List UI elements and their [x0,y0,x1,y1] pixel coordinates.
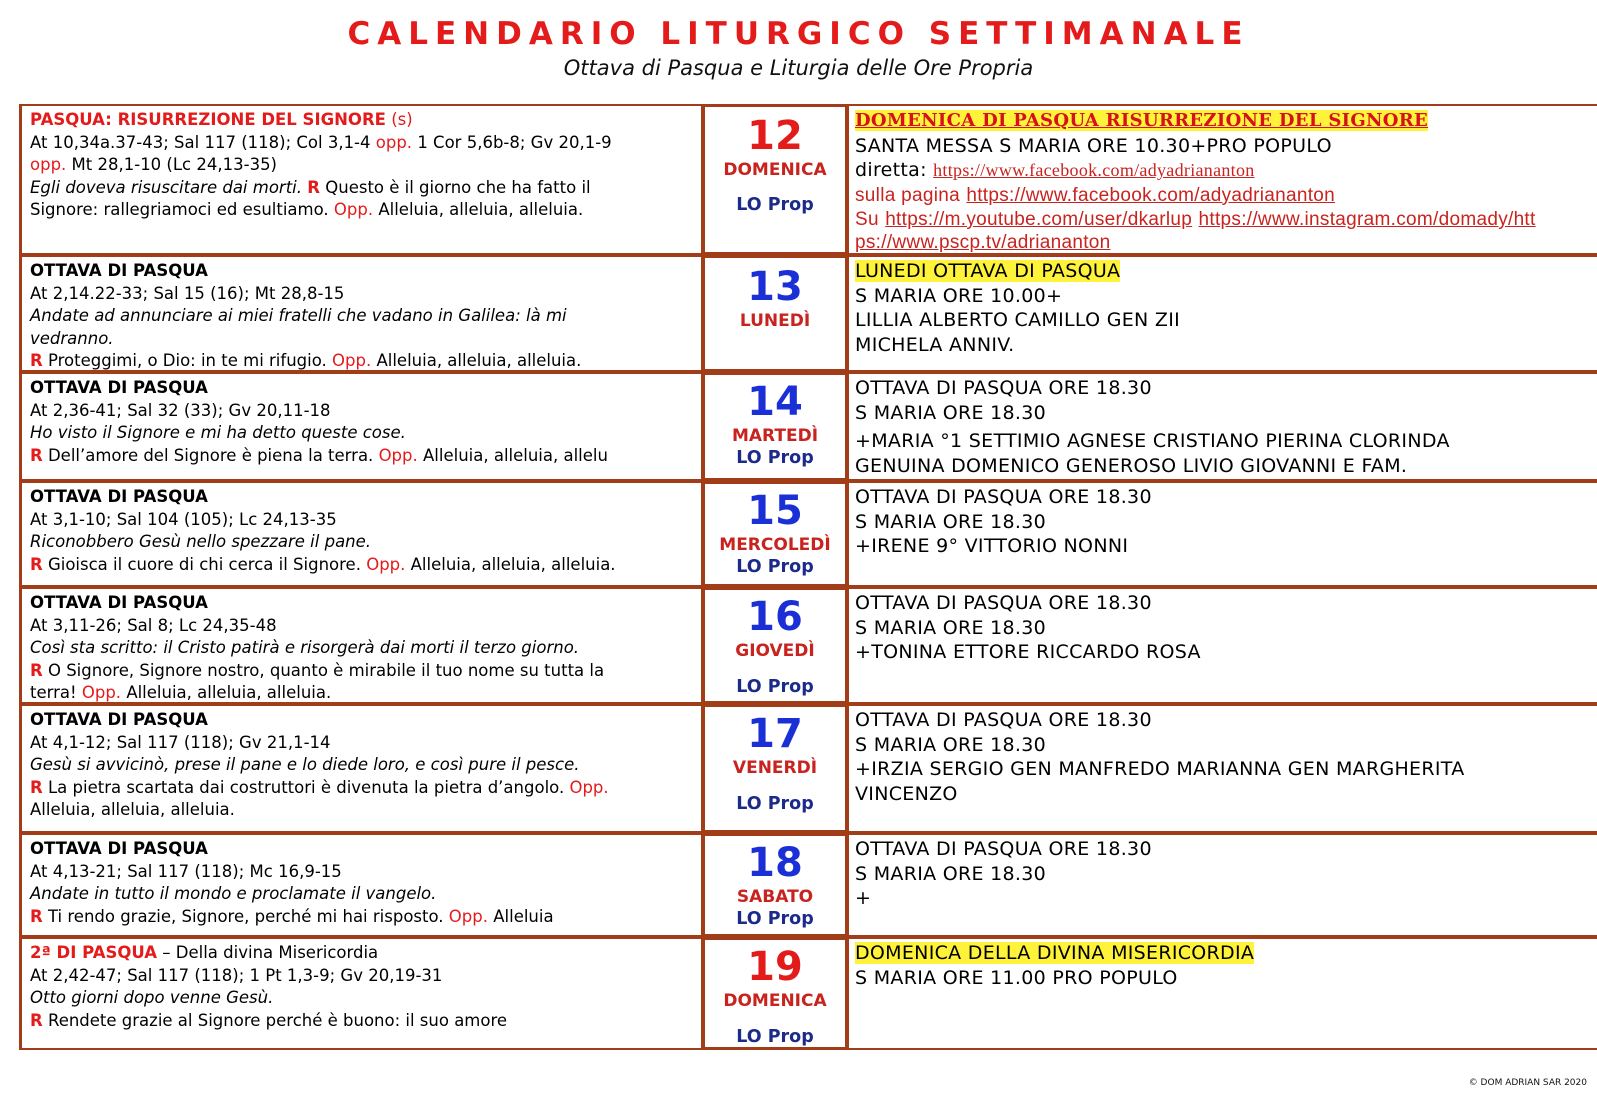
notes-line: OTTAVA DI PASQUA ORE 18.30 [855,709,1152,731]
day-number: 14 [747,379,803,425]
notes-line: GENUINA DOMENICO GENEROSO LIVIO GIOVANNI E FAM. [855,454,1408,477]
day-number: 17 [747,711,803,757]
readings-text: Mt 28,1-10 (Lc 24,13-35) [71,155,277,174]
response-text: Proteggimi, o Dio: in te mi rifugio. [47,351,327,370]
notes-line: OTTAVA DI PASQUA ORE 18.30 [855,592,1152,614]
table-row [19,833,1597,937]
notes-cell [847,481,1597,587]
opp-label: opp. [30,155,67,174]
table-row [19,481,1597,587]
date-cell [701,481,849,587]
readings-text: At 10,34a.37-43; Sal 117 (118); Col 3,1-4 [30,132,371,152]
response-marker: R [30,351,43,370]
table-row [19,104,1597,255]
response-text: Rendete grazie al Signore perché è buono: il suo amore [47,1010,508,1030]
day-number: 13 [747,264,803,310]
notes-line: MICHELA ANNIV. [855,333,1015,356]
facebook-page-link[interactable]: https://www.facebook.com/adyadriananton [966,184,1336,206]
copyright-footer: © DOM ADRIAN SAR 2020 [1468,1078,1587,1088]
response-text: terra! [30,683,77,702]
notes-line: OTTAVA DI PASQUA ORE 18.30 [855,486,1152,508]
alleluia-text: Alleluia, alleluia, alleluia. [376,351,582,370]
day-number: 19 [747,944,803,990]
antiphon-text: Andate in tutto il mondo e proclamate il vangelo. [30,884,437,903]
response-text: Signore: rallegriamoci ed esultiamo. [30,200,329,219]
instagram-link[interactable]: https://www.instagram.com/domady/htt [1198,209,1536,230]
lo-prop-label: LO Prop [736,195,814,215]
readings-cell [19,704,703,833]
notes-line: OTTAVA DI PASQUA ORE 18.30 [855,377,1152,399]
readings-text: At 2,14.22-33; Sal 15 (16); Mt 28,8-15 [30,283,345,303]
readings-cell [19,104,703,255]
table-row [19,587,1597,704]
lo-prop-label: LO Prop [736,677,814,697]
antiphon-text: Otto giorni dopo venne Gesù. [30,988,274,1007]
weekday-label: LUNEDÌ [739,311,811,331]
readings-cell [19,255,703,372]
day-number: 16 [747,594,803,640]
readings-text: At 4,1-12; Sal 117 (118); Gv 21,1-14 [30,732,331,752]
antiphon-text: vedranno. [30,328,114,348]
readings-cell [19,937,703,1050]
pscp-link[interactable]: ps://www.pscp.tv/adriananton [855,232,1111,253]
notes-line: VINCENZO [855,782,958,805]
notes-cell [847,587,1597,704]
date-cell [701,104,849,255]
alleluia-text: Alleluia, alleluia, alleluia. [30,800,235,819]
alleluia-text: Alleluia, alleluia, alleluia. [378,200,584,219]
notes-line: +IRZIA SERGIO GEN MANFREDO MARIANNA GEN MARGHERITA [855,758,1465,780]
response-marker: R [30,906,43,926]
notes-line: S MARIA ORE 18.30 [855,862,1047,885]
alleluia-text: Alleluia, alleluia, alleluia. [126,683,332,702]
day-heading: 2ª DI PASQUA [30,943,158,962]
facebook-link[interactable]: https://www.facebook.com/adyadriananton [933,160,1255,180]
readings-text: At 3,11-26; Sal 8; Lc 24,35-48 [30,615,277,635]
opp-label: Opp. [332,351,372,370]
lo-prop-label: LO Prop [736,909,814,929]
notes-line: S MARIA ORE 10.00+ [855,284,1063,307]
day-heading: OTTAVA DI PASQUA [30,593,208,612]
response-text: Questo è il giorno che ha fatto il [325,177,591,197]
response-text: Dell’amore del Signore è piena la terra. [47,445,374,465]
opp-label: Opp. [378,445,418,465]
day-heading: OTTAVA DI PASQUA [30,839,208,858]
lo-prop-label: LO Prop [736,448,814,468]
readings-cell [19,587,703,704]
readings-text: At 3,1-10; Sal 104 (105); Lc 24,13-35 [30,509,337,529]
weekday-label: GIOVEDÌ [735,641,815,661]
antiphon-text: Egli doveva risuscitare dai morti. [30,177,303,197]
notes-cell [847,937,1597,1050]
table-row [19,372,1597,481]
notes-line: S MARIA ORE 18.30 [855,733,1047,756]
readings-cell [19,833,703,937]
page-title: CALENDARIO LITURGICO SETTIMANALE [347,16,1250,52]
readings-text: At 4,13-21; Sal 117 (118); Mc 16,9-15 [30,861,342,881]
lo-prop-label: LO Prop [736,557,814,577]
date-cell [701,704,849,833]
readings-cell [19,481,703,587]
response-marker: R [307,177,320,197]
day-number: 15 [747,488,803,534]
antiphon-text: Andate ad annunciare ai miei fratelli che vadano in Galilea: là mi [30,306,567,325]
calendar-table [19,104,1597,1050]
opp-label: Opp. [81,683,122,702]
notes-line: +IRENE 9° VITTORIO NONNI [855,535,1129,557]
opp-label: opp. [375,132,413,152]
response-marker: R [30,660,43,680]
alleluia-text: Alleluia [493,906,554,926]
notes-line: S MARIA ORE 18.30 [855,401,1047,424]
pagina-label: sulla pagina [855,184,961,206]
table-row [19,937,1597,1050]
notes-cell [847,372,1597,481]
notes-line: S MARIA ORE 18.30 [855,616,1047,639]
opp-label: Opp. [569,777,609,797]
notes-title: LUNEDI OTTAVA DI PASQUA [855,260,1121,282]
heading-suffix: (s) [391,110,413,129]
day-heading: PASQUA: RISURREZIONE DEL SIGNORE [30,110,386,129]
readings-cell [19,372,703,481]
weekday-label: SABATO [736,887,814,907]
day-number: 18 [747,840,803,886]
table-row [19,704,1597,833]
response-text: O Signore, Signore nostro, quanto è mirabile il tuo nome su tutta la [47,660,605,680]
response-text: Ti rendo grazie, Signore, perché mi hai risposto. [47,906,444,926]
notes-title: DOMENICA DI PASQUA RISURREZIONE DEL SIGNORE [855,110,1429,131]
antiphon-text: Riconobbero Gesù nello spezzare il pane. [30,532,372,551]
notes-line: + [855,887,872,909]
antiphon-text: Gesù si avvicinò, prese il pane e lo diede loro, e così pure il pesce. [30,755,580,774]
day-heading: OTTAVA DI PASQUA [30,261,208,280]
antiphon-text: Ho visto il Signore e mi ha detto queste cose. [30,423,406,442]
lo-prop-label: LO Prop [736,1027,814,1047]
notes-line: +MARIA °1 SETTIMIO AGNESE CRISTIANO PIERINA CLORINDA [855,430,1450,452]
notes-title: DOMENICA DELLA DIVINA MISERICORDIA [855,942,1255,964]
notes-line: LILLIA ALBERTO CAMILLO GEN ZII [855,309,1180,331]
alleluia-text: Alleluia, alleluia, alleluia. [410,554,616,574]
day-heading: OTTAVA DI PASQUA [30,710,208,729]
heading-suffix: – Della divina Misericordia [162,943,379,962]
table-row [19,255,1597,372]
date-cell [701,833,849,937]
opp-label: Opp. [333,200,374,219]
date-cell [701,255,849,372]
notes-line: SANTA MESSA S MARIA ORE 10.30+PRO POPULO [855,134,1332,157]
notes-cell [847,104,1597,255]
date-cell [701,587,849,704]
weekday-label: VENERDÌ [732,758,818,778]
day-number: 12 [747,113,803,159]
response-marker: R [30,445,43,465]
notes-line: S MARIA ORE 18.30 [855,510,1047,533]
response-marker: R [30,777,43,797]
notes-cell [847,255,1597,372]
readings-text: At 2,36-41; Sal 32 (33); Gv 20,11-18 [30,400,331,420]
response-marker: R [30,554,43,574]
response-text: Gioisca il cuore di chi cerca il Signore. [47,554,361,574]
day-heading: OTTAVA DI PASQUA [30,487,208,506]
readings-text: At 2,42-47; Sal 117 (118); 1 Pt 1,3-9; Gv 20,19-31 [30,965,443,985]
antiphon-text: Così sta scritto: il Cristo patirà e risorgerà dai morti il terzo giorno. [30,638,580,657]
opp-label: Opp. [448,906,488,926]
readings-text: 1 Cor 5,6b-8; Gv 20,1-9 [417,132,612,152]
diretta-label: diretta: [855,159,927,181]
notes-cell [847,704,1597,833]
page-subtitle: Ottava di Pasqua e Liturgia delle Ore Propria [563,56,1034,80]
date-cell [701,372,849,481]
lo-prop-label: LO Prop [736,794,814,814]
notes-cell [847,833,1597,937]
response-text: La pietra scartata dai costruttori è divenuta la pietra d’angolo. [47,777,565,797]
day-heading: OTTAVA DI PASQUA [30,378,208,397]
notes-line: S MARIA ORE 11.00 PRO POPULO [855,966,1178,989]
date-cell [701,937,849,1050]
weekday-label: MARTEDÌ [731,426,819,446]
weekday-label: DOMENICA [723,160,827,180]
response-marker: R [30,1010,43,1030]
alleluia-text: Alleluia, alleluia, allelu [423,445,608,465]
notes-line: +TONINA ETTORE RICCARDO ROSA [855,641,1201,663]
su-label: Su [855,209,879,230]
opp-label: Opp. [366,554,406,574]
weekday-label: DOMENICA [723,991,827,1011]
weekday-label: MERCOLEDÌ [719,535,831,555]
youtube-link[interactable]: https://m.youtube.com/user/dkarlup [885,209,1193,230]
notes-line: OTTAVA DI PASQUA ORE 18.30 [855,838,1152,860]
